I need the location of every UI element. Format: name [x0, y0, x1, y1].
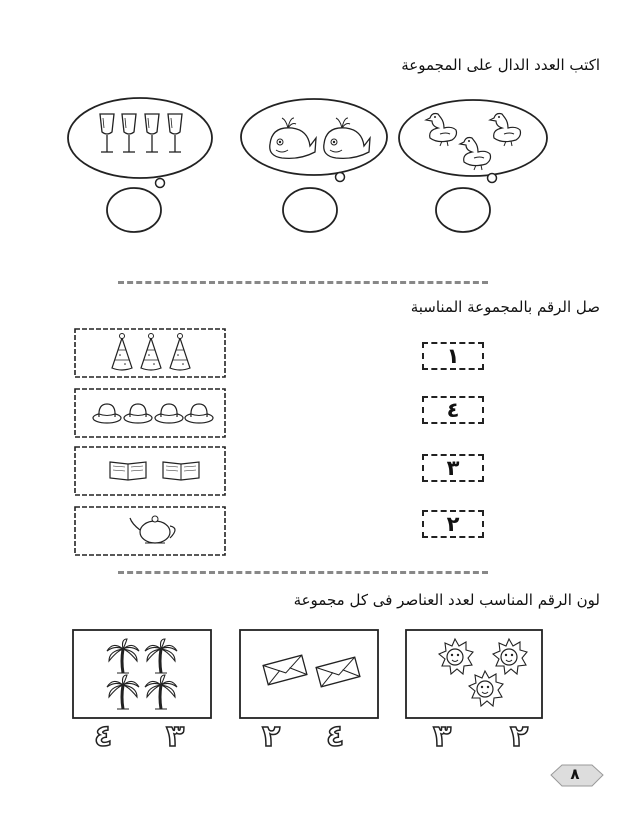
- picture-box-books: [75, 447, 225, 495]
- number-box-2[interactable]: ٤: [422, 396, 484, 424]
- option-suns-b[interactable]: ٢: [510, 719, 529, 754]
- color-box-suns: [406, 630, 542, 718]
- thought-bubble-ducks: [399, 100, 547, 232]
- option-suns-a[interactable]: ٣: [433, 719, 452, 754]
- color-box-palms: [73, 630, 211, 718]
- number-box-4[interactable]: ٢: [422, 510, 484, 538]
- option-palms-a[interactable]: ٤: [94, 719, 113, 754]
- option-palms-b[interactable]: ٣: [166, 719, 185, 754]
- answer-circle-3: [436, 188, 490, 232]
- page-number: ٨: [570, 765, 580, 783]
- thought-bubble-whales: [241, 99, 387, 232]
- page-number-badge: [551, 763, 599, 787]
- section2-title: صل الرقم بالمجموعة المناسبة: [410, 298, 600, 316]
- section3-title: لون الرقم المناسب لعدد العناصر فى كل مجموعة: [293, 591, 600, 609]
- option-envelopes-a[interactable]: ٢: [262, 719, 281, 754]
- number-box-1[interactable]: ١: [422, 342, 484, 370]
- answer-circle-2: [283, 188, 337, 232]
- thought-bubble-glasses: [68, 98, 212, 232]
- answer-circle-1: [107, 188, 161, 232]
- option-envelopes-b[interactable]: ٤: [326, 719, 345, 754]
- number-box-3[interactable]: ٣: [422, 454, 484, 482]
- section1-title: اكتب العدد الدال على المجموعة: [401, 56, 600, 74]
